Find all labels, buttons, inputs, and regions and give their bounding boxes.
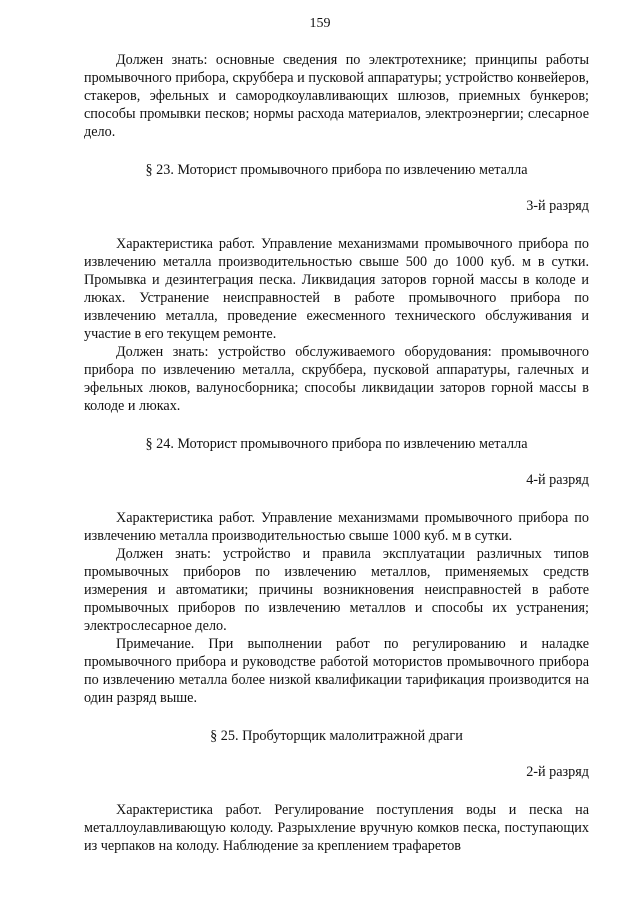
paragraph-note-24: Примечание. При выполнении работ по регулированию и наладке промывочного прибора и руководстве работой мотористов промывочного прибора по извлечению металла более низкой квалификации тарификация производится на один разряд выше. [84,636,589,706]
section-heading-23: § 23. Моторист промывочного прибора по извлечению металла [145,162,528,178]
paragraph-work-characteristics-24: Характеристика работ. Управление механизмами промывочного прибора по извлечению металла производительностью свыше 1000 куб. м в сутки. [84,510,589,544]
paragraph-should-know-section-22: Должен знать: основные сведения по электротехнике; принципы работы промывочного прибора, скруббера и пусковой аппаратуры; устройство конвейеров, стакеров, эфельных и самородкоулавливающих шлюзов, приемных бункеров; способы промывки песков; нормы расхода материалов, электроэнергии; слесарное дело. [84,52,589,140]
section-heading-25: § 25. Пробуторщик малолитражной драги [210,728,463,744]
page-number: 159 [309,16,331,31]
paragraph-should-know-23: Должен знать: устройство обслуживаемого оборудования: промывочного прибора по извлечению металла, скруббера, пусковой аппаратуры, галечных и эфельных люков, валуносборника; способы ликвидации заторов горной массы в колоде и люках. [84,344,589,414]
page-content [84,51,589,855]
paragraph-work-characteristics-25: Характеристика работ. Регулирование поступления воды и песка на металлоулавливающую колоду. Разрыхление вручную комков песка, поступающих из черпаков на колоду. Наблюдение за креплением трафаретов [84,802,589,854]
paragraph-should-know-24: Должен знать: устройство и правила эксплуатации различных типов промывочных приборов по извлечению металлов, применяемых средств измерения и автоматики; причины возникновения неисправностей в работе промывочных приборов по извлечению металлов и способы их устранения; электрослесарное дело. [84,546,589,634]
paragraph-work-characteristics-23: Характеристика работ. Управление механизмами промывочного прибора по извлечению металла производительностью свыше 500 до 1000 куб. м в сутки. Промывка и дезинтеграция песка. Ликвидация заторов горной массы в колоде и люках. Устранение неисправностей в работе промывочного прибора по извлечению металла, проведение ежесменного технического обслуживания и участие в его текущем ремонте. [84,236,589,342]
rank-label-25: 2-й разряд [526,764,589,780]
rank-label-24: 4-й разряд [526,472,589,488]
section-heading-24: § 24. Моторист промывочного прибора по извлечению металла [145,436,528,452]
rank-label-23: 3-й разряд [526,198,589,214]
